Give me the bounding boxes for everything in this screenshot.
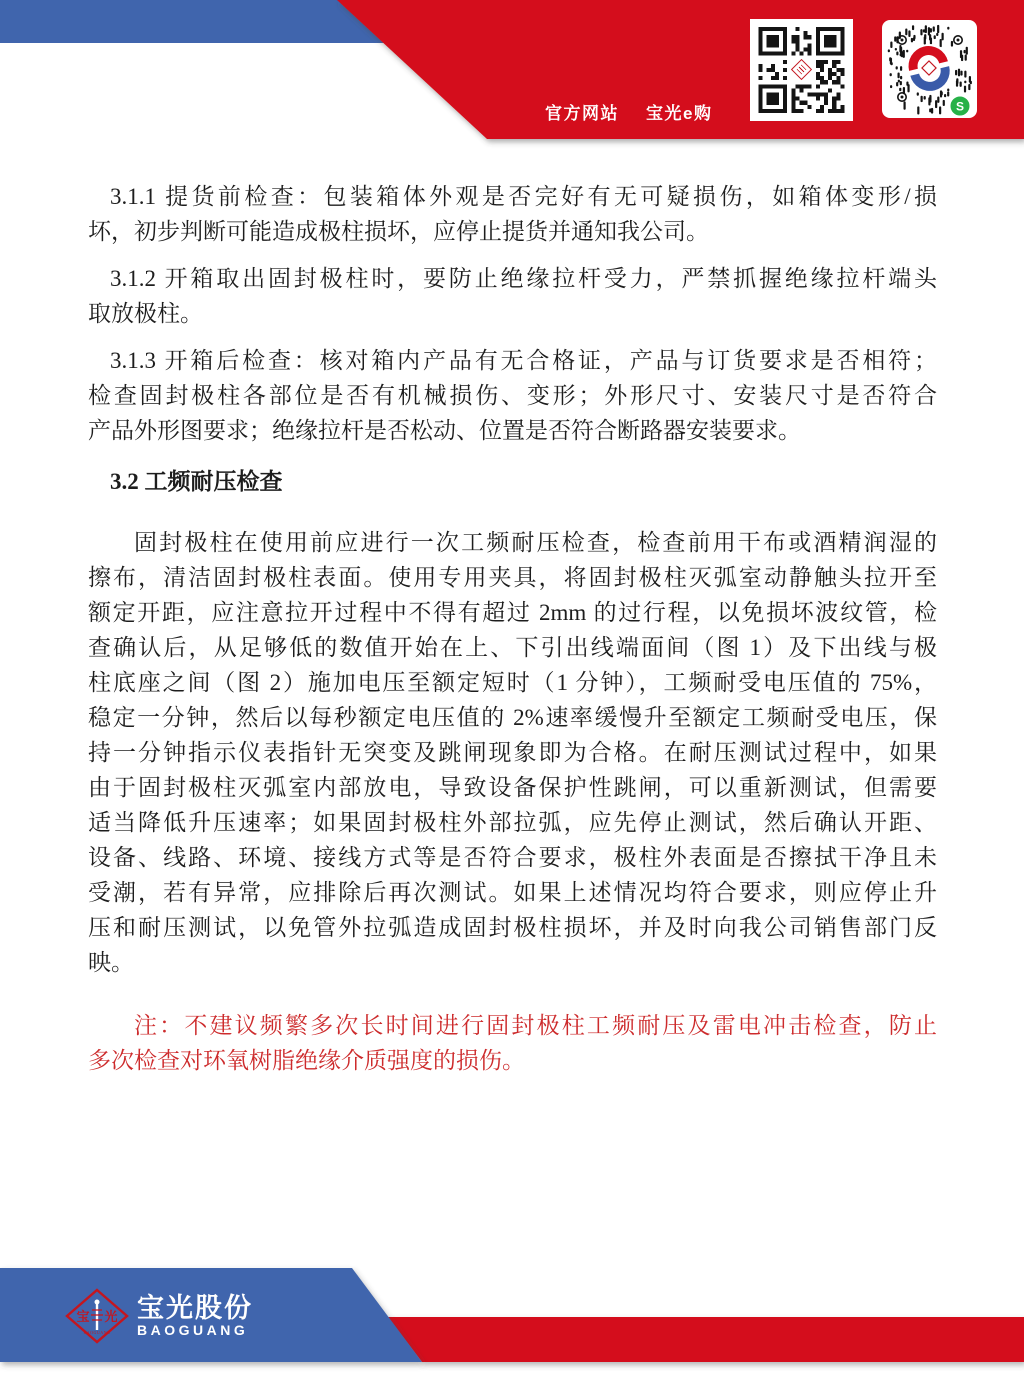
text-line: 擦布，清洁固封极柱表面。使用专用夹具，将固封极柱灭弧室动静触头拉开至 <box>88 565 937 590</box>
section-heading-3-2: 3.2 工频耐压检查 <box>110 469 283 494</box>
paragraph-3-1-1 <box>88 179 937 249</box>
text-line: 额定开距，应注意拉开过程中不得有超过 2mm 的过行程，以免损坏波纹管，检 <box>88 600 937 625</box>
text-line: 坏，初步判断可能造成极柱损坏，应停止提货并通知我公司。 <box>88 219 709 244</box>
logo-micro-text: BAOGUANG <box>83 1330 111 1335</box>
text-line: 固封极柱在使用前应进行一次工频耐压检查，检查前用干布或酒精润湿的 <box>134 530 937 555</box>
text-line: 3.1.1 提货前检查：包装箱体外观是否完好有无可疑损伤，如箱体变形/损 <box>110 184 937 209</box>
paragraph-3-2-body <box>88 525 937 980</box>
eshop-label: 宝光e购 <box>646 104 713 123</box>
header-blue-band <box>0 0 390 43</box>
header-banner <box>0 0 1024 160</box>
text-line: 柱底座之间（图 2）施加电压至额定短时（1 分钟），工频耐受电压值的 75%， <box>88 670 937 695</box>
baoguang-diamond-logo-small <box>788 56 815 83</box>
text-line: 稳定一分钟，然后以每秒额定电压值的 2%速率缓慢升至额定工频耐受电压，保 <box>88 705 937 730</box>
text-line: 受潮，若有异常，应排除后再次测试。如果上述情况均符合要求，则应停止升 <box>88 880 937 905</box>
text-line: 检查固封极柱各部位是否有机械损伤、变形；外形尺寸、安装尺寸是否符合 <box>88 383 937 408</box>
mini-code-pattern <box>882 20 977 118</box>
text-line: 映。 <box>88 950 134 975</box>
header-links <box>545 104 712 124</box>
text-line: 适当降低升压速率；如果固封极柱外部拉弧，应先停止测试，然后确认开距、 <box>88 810 937 835</box>
paragraph-3-1-3 <box>88 343 937 448</box>
text-line: 多次检查对环氧树脂绝缘介质强度的损伤。 <box>88 1048 525 1073</box>
logo-char-bao: 宝 <box>76 1309 90 1324</box>
company-name-cn: 宝光股份 <box>137 1293 253 1323</box>
text-line: 产品外形图要求；绝缘拉杆是否松动、位置是否符合断路器安装要求。 <box>88 418 801 443</box>
miniprogram-qr-icon <box>882 20 977 118</box>
text-line: 查确认后，从足够低的数值开始在上、下引出线端面间（图 1）及下出线与极 <box>88 635 938 660</box>
diamond-icon <box>791 59 812 80</box>
footer-red-bar <box>388 1317 1024 1362</box>
text-line: 取放极柱。 <box>88 301 203 326</box>
paragraph-3-1-2 <box>88 261 937 331</box>
text-line: 3.1.3 开箱后检查：核对箱内产品有无合格证，产品与订货要求是否相符； <box>110 348 937 373</box>
text-line: 由于固封极柱灭弧室内部放电，导致设备保护性跳闸，可以重新测试，但需要 <box>88 775 937 800</box>
company-name-en: BAOGUANG <box>137 1322 249 1338</box>
text-line: 注：不建议频繁多次长时间进行固封极柱工频耐压及雷电冲击检查，防止 <box>134 1013 937 1038</box>
website-qr-icon <box>750 19 853 121</box>
footer-company-names <box>137 1294 253 1338</box>
text-line: 压和耐压测试，以免管外拉弧造成固封极柱损坏，并及时向我公司销售部门反 <box>88 915 937 940</box>
text-line: 设备、线路、环境、接线方式等是否符合要求，极柱外表面是否擦拭干净且未 <box>88 845 937 870</box>
baoguang-diamond-logo <box>64 1288 130 1344</box>
logo-char-guang: 光 <box>104 1309 118 1324</box>
document-body <box>88 179 937 1090</box>
logo-insulator-top <box>95 1300 100 1305</box>
official-site-label: 官方网站 <box>545 104 619 123</box>
text-line: 3.1.2 开箱取出固封极柱时，要防止绝缘拉杆受力，严禁抓握绝缘拉杆端头 <box>110 266 937 291</box>
svg-text:S: S <box>955 99 965 114</box>
warning-note <box>88 1008 937 1078</box>
text-line: 持一分钟指示仪表指针无突变及跳闸现象即为合格。在耐压测试过程中，如果 <box>88 740 937 765</box>
